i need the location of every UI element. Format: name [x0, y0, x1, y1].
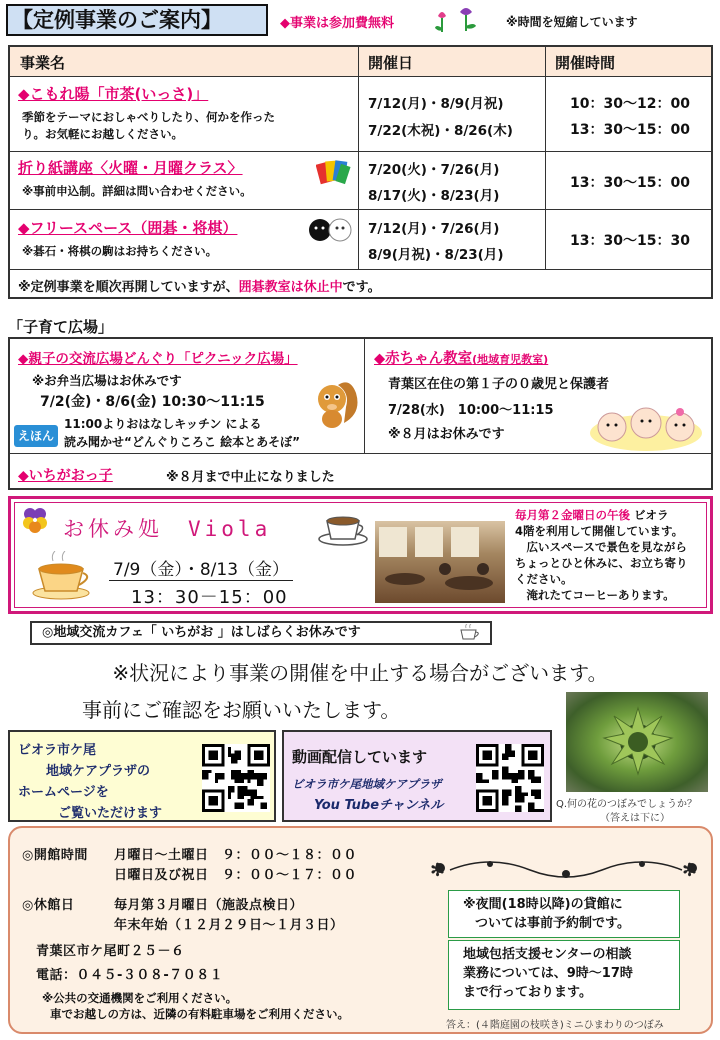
photo-answer-hint: （答えは下に） [600, 813, 670, 824]
homepage-text: ビオラ市ケ尾 地域ケアプラザの ホームページを ご覧いただけます [18, 743, 163, 821]
event-name-komorebi: ◆こもれ陽「市茶(いっさ)」 [18, 85, 209, 103]
event-desc-freespace: ※碁石・将棋の駒はお持ちください。 [22, 244, 218, 258]
transit-note-2: 車でお越しの方は、近隣の有料駐車場をご利用ください。 [50, 1007, 349, 1021]
baby-class-line1: 青葉区在住の第１子の０歳児と保護者 [388, 377, 610, 392]
ichigao-note: ※８月まで中止になりました [166, 470, 335, 485]
facility-info-box [8, 826, 713, 1034]
ehon-badge: えほん [14, 425, 58, 447]
teacup-icon [31, 551, 93, 605]
homepage-box[interactable] [8, 730, 276, 822]
event-desc-komorebi: 季節をテーマにおしゃべりしたり、何かを作った り。お気軽にお越しください。 [22, 110, 275, 141]
tulip-icon [430, 6, 490, 42]
kosodate-title: 「子育て広場」 [8, 318, 114, 336]
baby-class-line2: 7/28(水) 10:00～11:15 [388, 403, 554, 418]
go-stones-icon [306, 215, 354, 249]
donguri-title: ◆親子の交流広場どんぐり「ピクニック広場」 [18, 351, 298, 367]
video-channel-line1: ビオラ市ケ尾地域ケアプラザ [292, 777, 442, 791]
column-header-time: 開催時間 [555, 54, 616, 72]
community-cafe-notice: ◎地域交流カフェ「 いちがお 」はしばらくお休みです [30, 621, 492, 645]
viola-dates: 7/9（金）・8/13（金） [109, 555, 293, 581]
youtube-box[interactable] [282, 730, 552, 822]
video-title: 動画配信しています [292, 748, 428, 766]
svg-text:✻: ✻ [430, 860, 446, 881]
event-date: 7/22(木祝)・8/26(木) [368, 123, 513, 139]
donguri-dates: 7/2(金)・8/6(金) 10:30～11:15 [40, 394, 265, 410]
kosodate-box [8, 337, 713, 490]
donguri-story-1: 11:00よりおはなしキッチン による [64, 417, 262, 431]
homepage-qr-code[interactable] [202, 744, 270, 816]
phone: 電話：０４５-３０８-７０８１ [36, 968, 224, 983]
event-date: 7/12(月)・8/9(月祝) [368, 96, 504, 112]
event-name-origami: 折り紙講座〈火曜・月曜クラス〉 [18, 159, 243, 177]
coffee-cup-icon [317, 509, 371, 551]
events-table [8, 45, 713, 299]
viola-title: お休み処 Viola [63, 517, 272, 541]
ichigao-title: ◆いちがおっ子 [18, 468, 113, 484]
event-name-freespace: ◆フリースペース（囲碁・将棋） [18, 219, 238, 237]
event-date: 7/20(火)・7/26(月) [368, 162, 500, 178]
donguri-note: ※お弁当広場はお休みです [32, 373, 182, 388]
support-center-note: 地域包括支援センターの相談 業務については、9時～17時 まで行っております。 [448, 940, 680, 1010]
cafe-room-photo [375, 521, 505, 603]
closed-yearend: 年末年始（１２月２９日～１月３日） [114, 918, 344, 933]
column-header-name: 事業名 [20, 54, 66, 72]
origami-icon [316, 157, 352, 191]
cancellation-notice: ※状況により事業の開催を中止する場合がございます。 [112, 661, 608, 685]
quiz-answer: 答え：(４階庭園の枝咲き)ミニひまわりのつぼみ [446, 1020, 664, 1031]
event-date: 8/17(火)・8/23(月) [368, 188, 500, 204]
time-note: ※時間を短縮しています [506, 15, 638, 29]
pansy-icon [21, 505, 49, 539]
hours-weekend: 日曜日及び祝日 ９：００～１７：００ [114, 868, 358, 883]
event-time: 13：30～15：30 [570, 233, 690, 249]
flower-bud-photo [566, 692, 708, 792]
address: 青葉区市ケ尾町２５－６ [36, 944, 185, 959]
column-header-date: 開催日 [368, 54, 414, 72]
event-date: 7/12(月)・7/26(月) [368, 221, 500, 237]
viola-time: 13：30－15：00 [131, 587, 288, 608]
free-note: ◆事業は参加費無料 [280, 16, 394, 31]
baby-class-line3: ※８月はお休みです [388, 427, 505, 442]
event-time: 10：30～12：00 [570, 96, 690, 112]
coffee-icon [458, 624, 482, 649]
youtube-qr-code[interactable] [476, 744, 544, 816]
viola-description: 毎月第２金曜日の午後 ビオラ 4階を利用して開催しています。 広いスペースで景色を見ながら ちょっとひと休みに、お立ち寄り ください。 淹れたてコーヒーあります。 [515, 508, 688, 602]
hours-weekday: 月曜日～土曜日 ９：００～１８：００ [114, 848, 358, 863]
hours-label: ◎開館時間 [22, 848, 88, 863]
transit-note-1: ※公共の交通機関をご利用ください。 [42, 991, 238, 1005]
donguri-story-2: 読み聞かせ“どんぐりころこ 絵本とあそぼ” [64, 435, 300, 449]
event-date: 8/9(月祝)・8/23(月) [368, 247, 504, 263]
event-time: 13：30～15：00 [570, 122, 690, 138]
page-title: 【定例事業のご案内】 [6, 4, 268, 36]
night-rental-note: ※夜間(18時以降)の貸館に ついては事前予約制です。 [448, 890, 680, 938]
baby-class-title: ◆赤ちゃん教室(地域育児教室) [374, 351, 549, 367]
event-desc-origami: ※事前申込制。詳細は問い合わせください。 [22, 184, 252, 198]
photo-question: Q.何の花のつぼみでしょうか？ [556, 799, 698, 810]
closed-monthly: 毎月第３月曜日（施設点検日） [114, 898, 304, 913]
confirmation-notice: 事前にご確認をお願いいたします。 [82, 698, 401, 722]
babies-icon [588, 397, 704, 457]
video-channel-line2: You Tubeチャンネル [314, 798, 444, 813]
closed-label: ◎休館日 [22, 898, 75, 913]
squirrel-icon [310, 373, 364, 435]
table-footer-note: ※定例事業を順次再開していますが、囲碁教室は休止中です。 [18, 280, 381, 295]
decorative-flourish [430, 854, 702, 892]
event-time: 13：30～15：00 [570, 175, 690, 191]
svg-text:✻: ✻ [682, 860, 698, 881]
viola-box [8, 496, 713, 614]
